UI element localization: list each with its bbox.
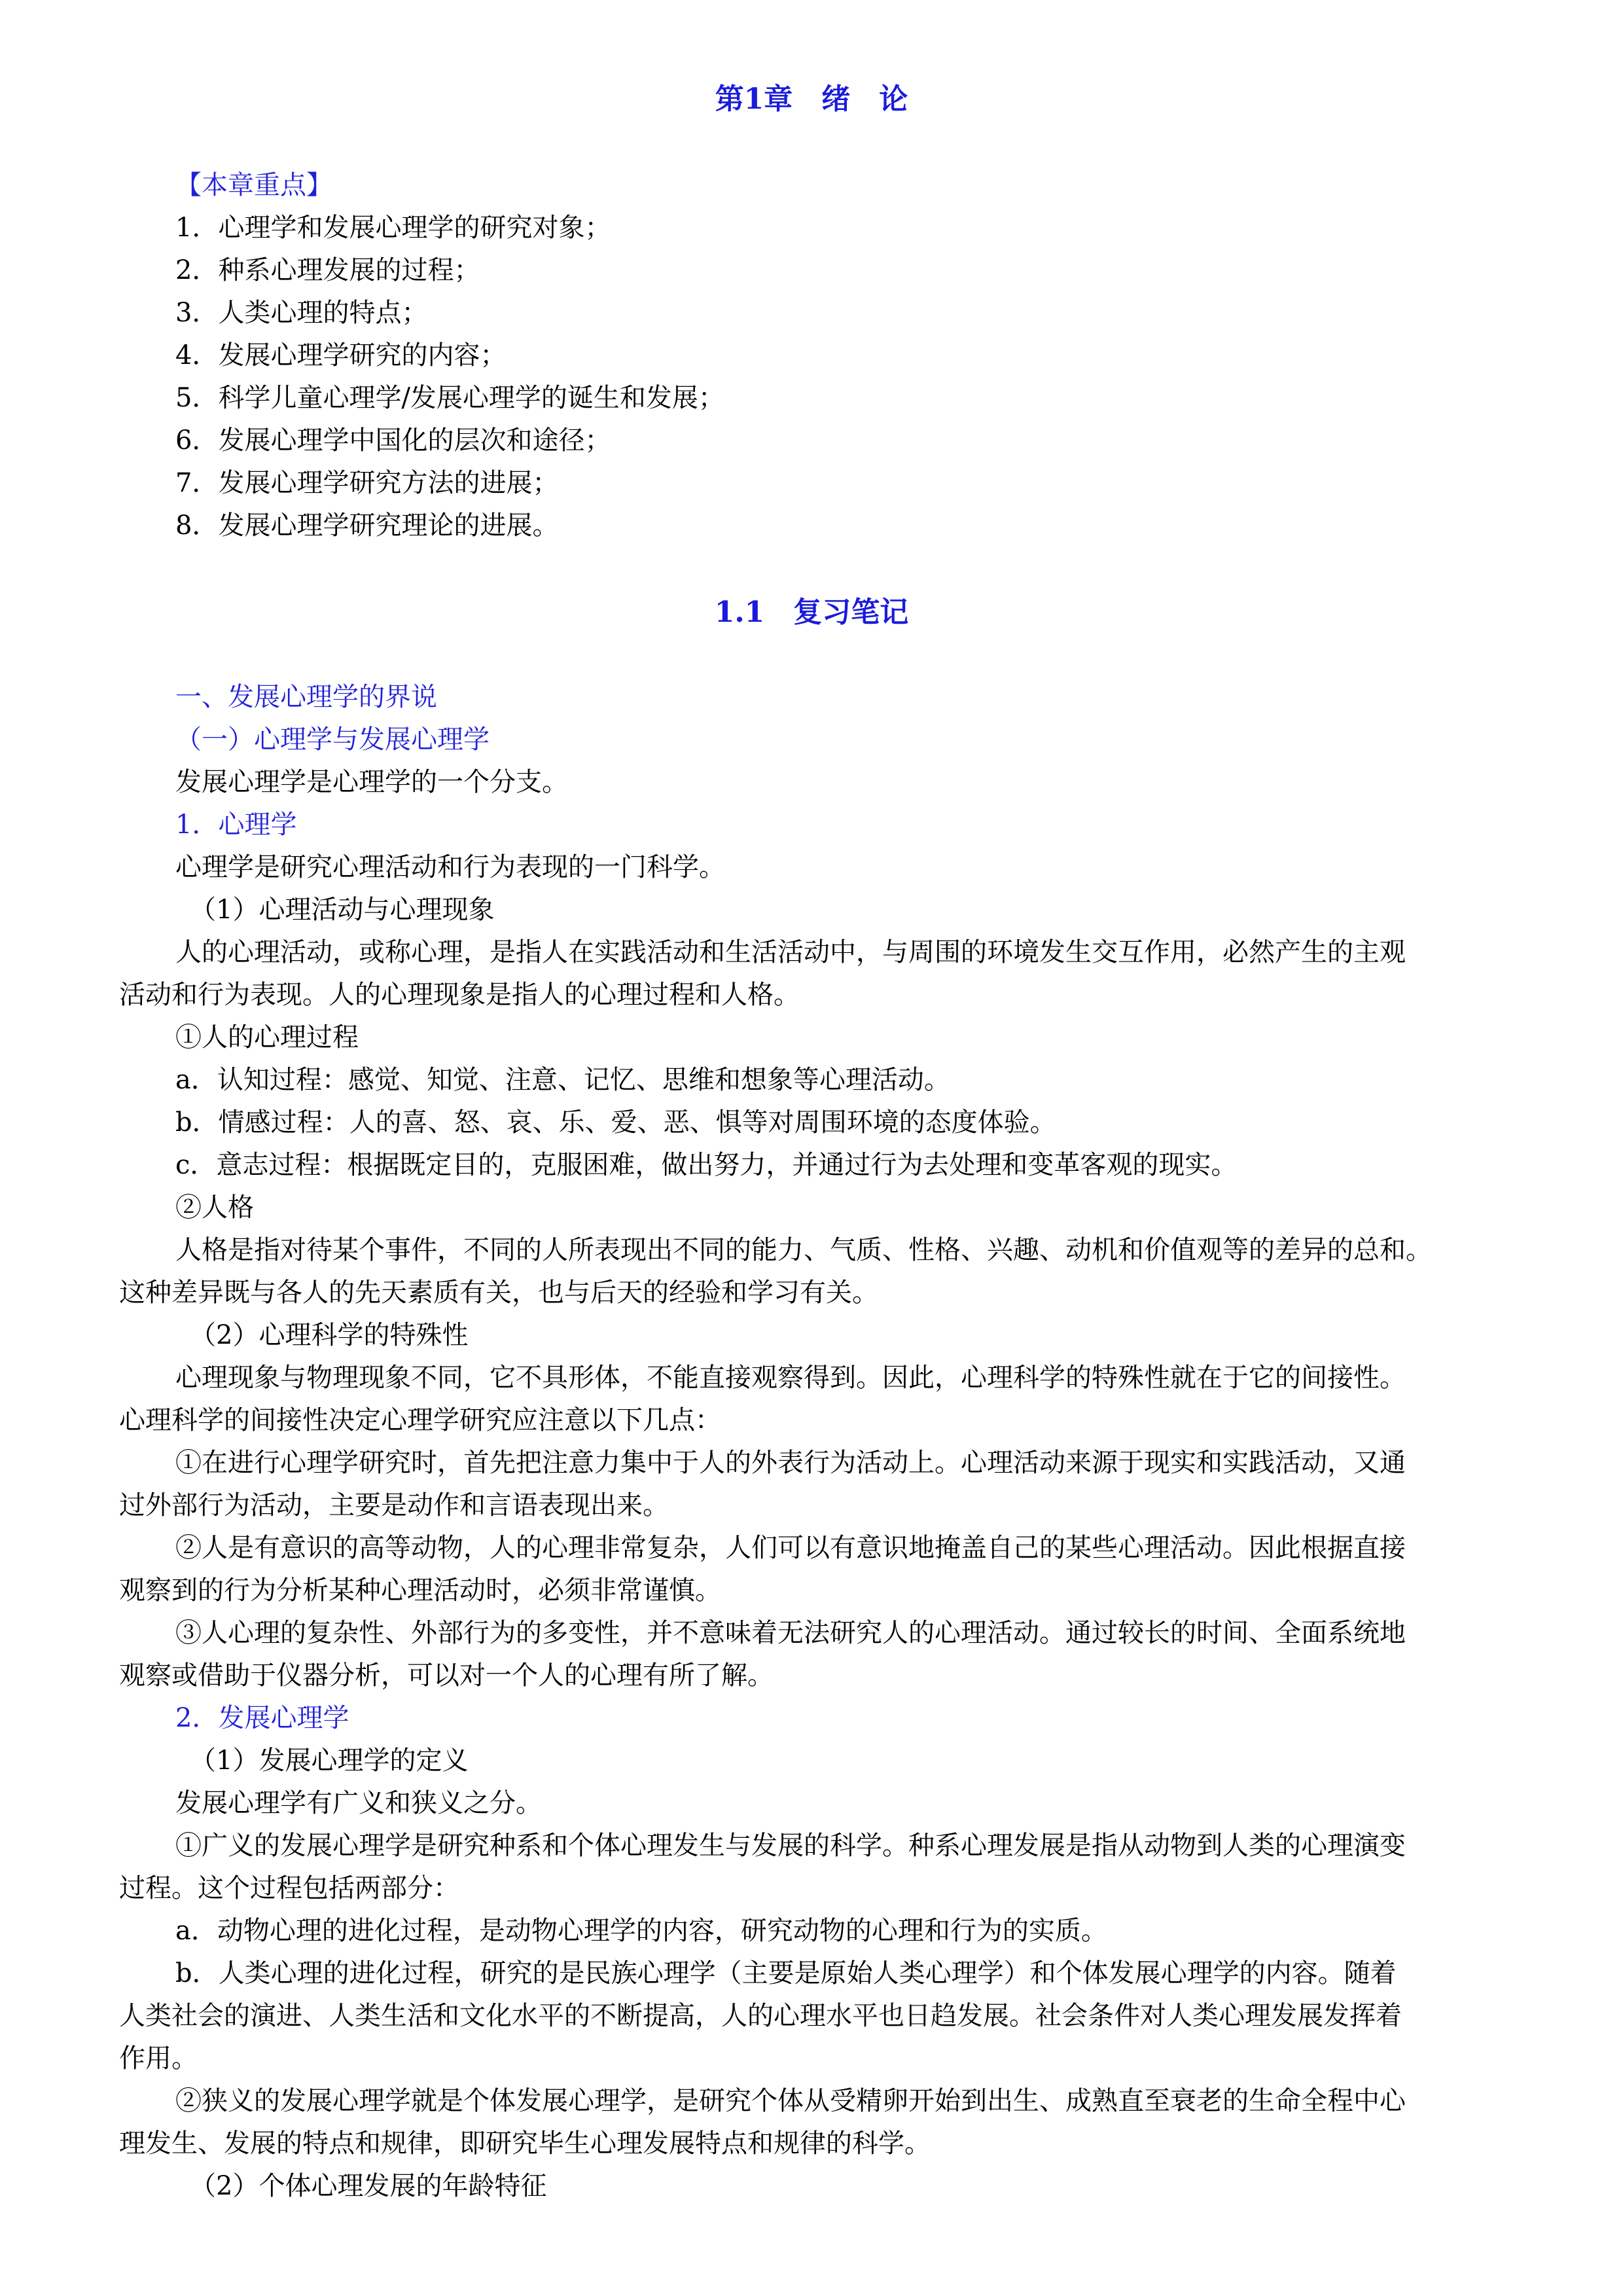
key-points-heading: 【本章重点】 <box>175 170 332 200</box>
key-point-item: 4．发展心理学研究的内容； <box>175 340 507 370</box>
paragraph: ②狭义的发展心理学就是个体发展心理学，是研究个体从受精卵开始到出生、成熟直至衰老的生命全程中心 <box>175 2086 1406 2116</box>
paragraph: 发展心理学有广义和狭义之分。 <box>175 1788 542 1818</box>
key-point-item: 3．人类心理的特点； <box>175 298 428 328</box>
paragraph: 人的心理活动，或称心理，是指人在实践活动和生活活动中，与周围的环境发生交互作用，必然产生的主观 <box>175 937 1406 967</box>
paragraph: c．意志过程：根据既定目的，克服困难，做出努力，并通过行为去处理和变革客观的现实。 <box>175 1150 1238 1180</box>
paragraph: ①广义的发展心理学是研究种系和个体心理发生与发展的科学。种系心理发展是指从动物到人类的心理演变 <box>175 1831 1406 1861</box>
key-point-item: 8．发展心理学研究理论的进展。 <box>175 511 559 541</box>
item-heading: ①人的心理过程 <box>175 1022 359 1052</box>
paragraph: 活动和行为表现。人的心理现象是指人的心理过程和人格。 <box>119 980 800 1010</box>
paragraph: 作用。 <box>119 2043 198 2073</box>
key-point-item: 6．发展心理学中国化的层次和途径； <box>175 425 611 456</box>
key-point-item: 1．心理学和发展心理学的研究对象； <box>175 213 611 243</box>
part-heading: 一、发展心理学的界说 <box>175 682 437 712</box>
paragraph: 心理科学的间接性决定心理学研究应注意以下几点： <box>119 1405 721 1435</box>
paragraph: 观察到的行为分析某种心理活动时，必须非常谨慎。 <box>119 1575 721 1605</box>
paragraph: b．情感过程：人的喜、怒、哀、乐、爱、恶、惧等对周围环境的态度体验。 <box>175 1107 1056 1138</box>
paragraph: 人格是指对待某个事件，不同的人所表现出不同的能力、气质、性格、兴趣、动机和价值观等的差异的总和。 <box>175 1235 1432 1265</box>
paragraph: b．人类心理的进化过程，研究的是民族心理学（主要是原始人类心理学）和个体发展心理学的内容。随着 <box>175 1958 1397 1988</box>
paragraph: 心理现象与物理现象不同，它不具形体，不能直接观察得到。因此，心理科学的特殊性就在于它的间接性。 <box>175 1363 1406 1393</box>
item-heading: ②人格 <box>175 1193 254 1223</box>
paragraph: 这种差异既与各人的先天素质有关，也与后天的经验和学习有关。 <box>119 1278 878 1308</box>
paragraph: a．认知过程：感觉、知觉、注意、记忆、思维和想象等心理活动。 <box>175 1065 950 1095</box>
item-heading: （2）个体心理发展的年龄特征 <box>190 2171 547 2201</box>
topic-heading: 2．发展心理学 <box>175 1703 349 1733</box>
topic-heading: 1．心理学 <box>175 810 297 840</box>
paragraph: ②人是有意识的高等动物，人的心理非常复杂，人们可以有意识地掩盖自己的某些心理活动。因此根据直接 <box>175 1533 1406 1563</box>
section-title: 1.1 复习笔记 <box>714 596 909 629</box>
item-heading: （1）发展心理学的定义 <box>190 1746 469 1776</box>
paragraph: ①在进行心理学研究时，首先把注意力集中于人的外表行为活动上。心理活动来源于现实和实践活动，又通 <box>175 1448 1406 1478</box>
paragraph: 人类社会的演进、人类生活和文化水平的不断提高，人的心理水平也日趋发展。社会条件对人类心理发展发挥着 <box>119 2001 1402 2031</box>
key-point-item: 5．科学儿童心理学/发展心理学的诞生和发展； <box>175 383 724 413</box>
paragraph: 理发生、发展的特点和规律，即研究毕生心理发展特点和规律的科学。 <box>119 2128 931 2159</box>
key-point-item: 7．发展心理学研究方法的进展； <box>175 468 559 498</box>
paragraph: a．动物心理的进化过程，是动物心理学的内容，研究动物的心理和行为的实质。 <box>175 1916 1107 1946</box>
key-point-item: 2．种系心理发展的过程； <box>175 255 480 285</box>
paragraph: 过程。这个过程包括两部分： <box>119 1873 459 1903</box>
paragraph: ③人心理的复杂性、外部行为的多变性，并不意味着无法研究人的心理活动。通过较长的时间、全面系统地 <box>175 1618 1406 1648</box>
subsection-heading: （一）心理学与发展心理学 <box>175 725 490 755</box>
item-heading: （1）心理活动与心理现象 <box>190 895 495 925</box>
paragraph: 过外部行为活动，主要是动作和言语表现出来。 <box>119 1490 669 1520</box>
paragraph: 观察或借助于仪器分析，可以对一个人的心理有所了解。 <box>119 1660 774 1691</box>
chapter-title: 第1章 绪 论 <box>715 82 908 116</box>
paragraph: 心理学是研究心理活动和行为表现的一门科学。 <box>175 852 725 882</box>
item-heading: （2）心理科学的特殊性 <box>190 1320 469 1350</box>
paragraph: 发展心理学是心理学的一个分支。 <box>175 767 568 797</box>
